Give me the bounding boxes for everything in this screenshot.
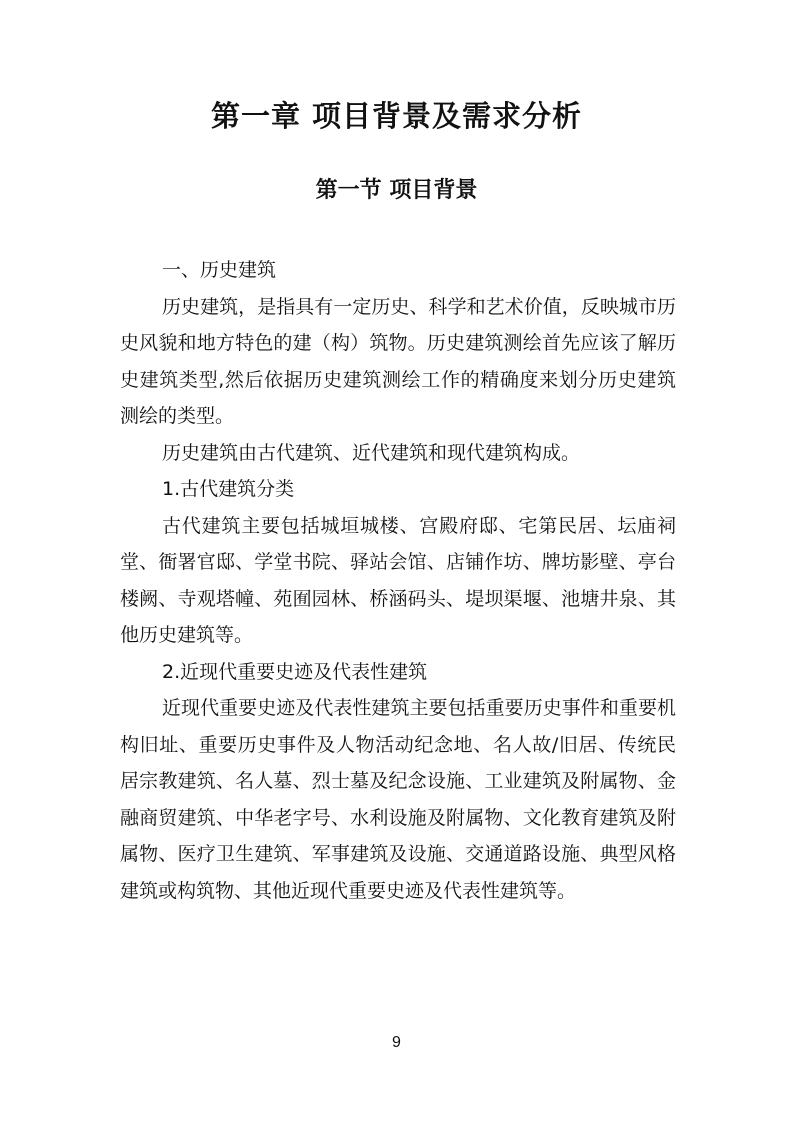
heading-modern-sites: 2.近现代重要史迹及代表性建筑 xyxy=(162,660,428,683)
heading-historic-buildings: 一、历史建筑 xyxy=(162,259,277,281)
heading-ancient-buildings: 1.古代建筑分类 xyxy=(162,478,295,500)
paragraph-composition: 历史建筑由古代建筑、近代建筑和现代建筑构成。 xyxy=(162,441,581,464)
paragraph-ancient-buildings: 古代建筑主要包括城垣城楼、宫殿府邸、宅第民居、坛庙祠堂、衙署官邸、学堂书院、驿站会馆、店铺作坊、牌坊影壁、亭台楼阙、寺观塔幢、苑囿园林、桥涵码头、堤坝渠堰、池塘井泉、其他历史建筑等。 xyxy=(120,514,676,646)
page-number: 9 xyxy=(392,1034,401,1051)
chapter-title: 第一章 项目背景及需求分析 xyxy=(210,99,583,133)
body-text xyxy=(120,252,676,909)
paragraph-modern-sites: 近现代重要史迹及代表性建筑主要包括重要历史事件和重要机构旧址、重要历史事件及人物活动纪念地、名人故/旧居、传统民居宗教建筑、名人墓、烈士墓及纪念设施、工业建筑及附属物、金融商贸建筑、中华老字号、水利设施及附属物、文化教育建筑及附属物、医疗卫生建筑、军事建筑及设施、交通道路设施、典型风格建筑或构筑物、其他近现代重要史迹及代表性建筑等。 xyxy=(120,697,676,902)
paragraph-definition: 历史建筑，是指具有一定历史、科学和艺术价值，反映城市历史风貌和地方特色的建（构）筑物。历史建筑测绘首先应该了解历史建筑类型,然后依据历史建筑测绘工作的精确度来划分历史建筑测绘的类型。 xyxy=(120,295,676,427)
section-title: 第一节 项目背景 xyxy=(315,178,478,203)
